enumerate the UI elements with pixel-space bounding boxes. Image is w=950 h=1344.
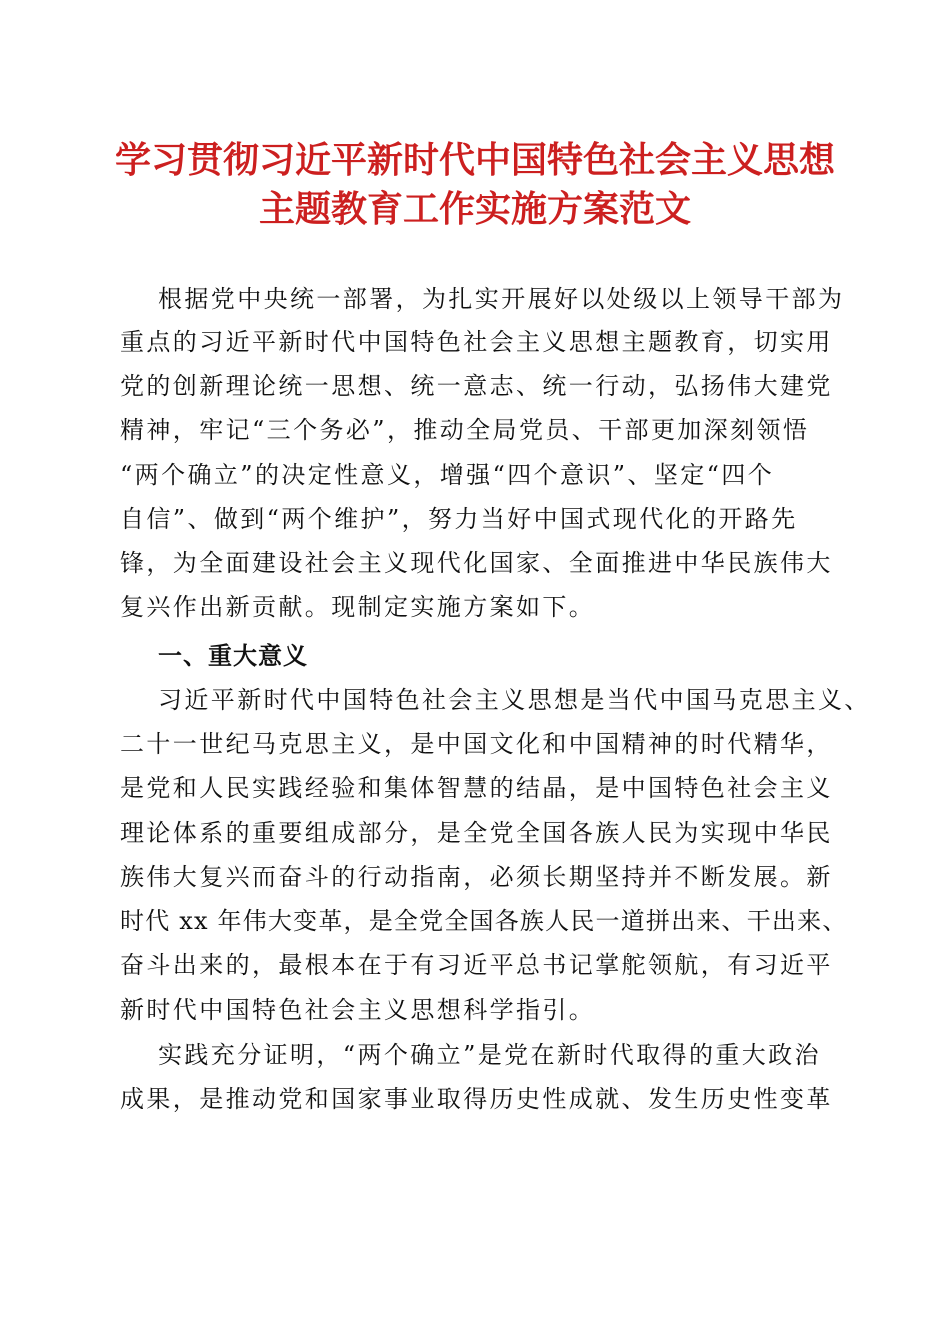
paragraph-line: 新时代中国特色社会主义思想科学指引。 — [120, 996, 596, 1024]
paragraph-line: 成果，是推动党和国家事业取得历史性成就、发生历史性变革 — [120, 1085, 833, 1113]
paragraph-line: 自信”、做到“两个维护”，努力当好中国式现代化的开路先 — [120, 505, 798, 533]
paragraph-line: 精神，牢记“三个务必”，推动全局党员、干部更加深刻领悟 — [120, 416, 810, 444]
paragraph-line: 是党和人民实践经验和集体智慧的结晶，是中国特色社会主义 — [120, 774, 833, 802]
paragraph-line: “两个确立”的决定性意义，增强“四个意识”、坚定“四个 — [120, 461, 775, 489]
paragraph-line: 理论体系的重要组成部分，是全党全国各族人民为实现中华民 — [120, 819, 833, 847]
paragraph-line: 族伟大复兴而奋斗的行动指南，必须长期坚持并不断发展。新 — [120, 863, 833, 891]
paragraph-line: 习近平新时代中国特色社会主义思想是当代中国马克思主义、 — [158, 686, 871, 714]
paragraph-line: 根据党中央统一部署，为扎实开展好以处级以上领导干部为 — [158, 285, 845, 313]
document-title-line-2: 主题教育工作实施方案范文 — [258, 188, 691, 230]
paragraph-line: 复兴作出新贡献。现制定实施方案如下。 — [120, 593, 596, 621]
paragraph-line: 党的创新理论统一思想、统一意志、统一行动，弘扬伟大建党 — [120, 372, 833, 400]
document-title-line-1: 学习贯彻习近平新时代中国特色社会主义思想 — [114, 139, 835, 181]
paragraph-line: 奋斗出来的，最根本在于有习近平总书记掌舵领航，有习近平 — [120, 951, 833, 979]
paragraph-line: 二十一世纪马克思主义，是中国文化和中国精神的时代精华， — [120, 730, 833, 758]
paragraph-line: 实践充分证明，“两个确立”是党在新时代取得的重大政治 — [158, 1041, 821, 1069]
paragraph-line: 锋，为全面建设社会主义现代化国家、全面推进中华民族伟大 — [120, 549, 833, 577]
paragraph-line: 时代 xx 年伟大变革，是全党全国各族人民一道拼出来、干出来、 — [120, 907, 848, 935]
section-heading: 一、重大意义 — [158, 642, 308, 670]
paragraph-line: 重点的习近平新时代中国特色社会主义思想主题教育，切实用 — [120, 328, 833, 356]
